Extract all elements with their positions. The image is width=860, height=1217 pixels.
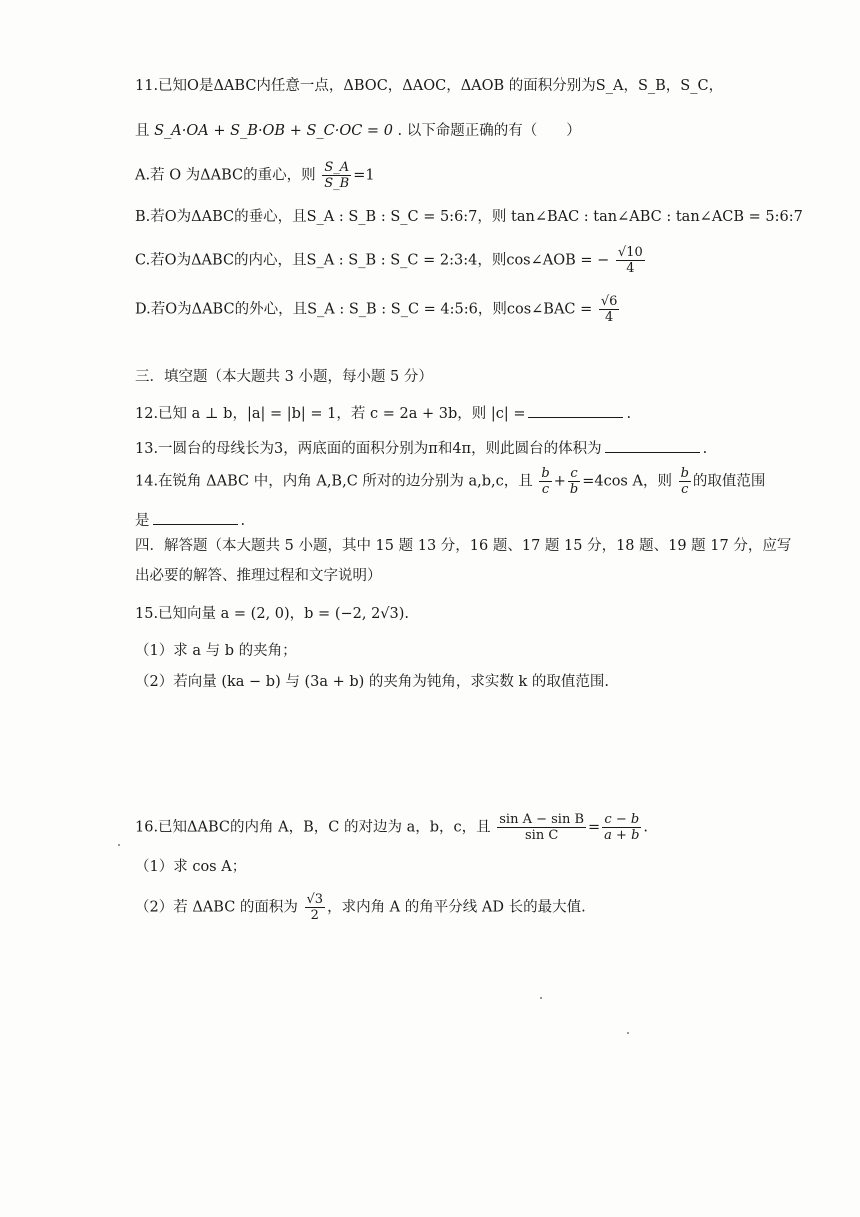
fraction: $\frac{S\_A}{S\_B}$ bbox=[324, 160, 350, 191]
q11-stem-line1: 11.已知O是ΔABC内任意一点，ΔBOC，ΔAOC，ΔAOB 的面积分别为S_A，S_B，S_C， bbox=[135, 78, 724, 94]
fraction: $\frac{\text{sin A − sin B}}{\text{sin C}}$ bbox=[499, 812, 585, 843]
q11-stem-line2: 且 S_A·OA + S_B·OB + S_C·OC = 0 . 以下命题正确的有（ ） bbox=[135, 123, 581, 139]
q15-stem: 15.已知向量 a = (2, 0)，b = (−2, 2√3). bbox=[135, 606, 410, 622]
q14-line2: 是 . bbox=[135, 510, 800, 531]
q11-option-a: A.若 O 为ΔABC的重心，则 $\frac{S\_A}{S\_B}$ =1 bbox=[135, 160, 375, 191]
fraction: $\frac{b}{c}$ bbox=[680, 466, 689, 497]
fraction: $\frac{c}{b}$ bbox=[569, 466, 579, 497]
q14-line1: 14.在锐角 ΔABC 中，内角 A,B,C 所对的边分别为 a,b,c，且 $\frac{b}{c}$ + $\frac{c}{b}$ =4cos A，则 $\frac{b}{c}$ 的取值范围 bbox=[135, 466, 766, 497]
q16-stem: 16.已知ΔABC的内角 A，B，C 的对边为 a，b，c，且 $\frac{\text{sin A − sin B}}{\text{sin C}}$ = $\frac{c - b}{a + b}$ . bbox=[135, 812, 649, 843]
fraction: $\frac{√3}{2}$ bbox=[306, 892, 324, 923]
section-4-heading-line2: 出必要的解答、推理过程和文字说明） bbox=[135, 568, 382, 584]
scan-speck bbox=[627, 1032, 629, 1034]
answer-blank[interactable] bbox=[153, 510, 238, 525]
scan-speck bbox=[540, 997, 542, 999]
answer-blank[interactable] bbox=[605, 438, 700, 453]
q11-option-d: D.若O为ΔABC的外心，且S_A : S_B : S_C = 4:5:6，则cos∠BAC = $\frac{√6}{4}$ bbox=[135, 294, 618, 325]
q12: 12.已知 a ⊥ b，|a| = |b| = 1，若 c = 2a + 3b，则 |c| = . bbox=[135, 403, 800, 424]
fraction: $\frac{c - b}{a + b}$ bbox=[604, 812, 640, 843]
q16-part1: （1）求 cos A； bbox=[135, 859, 247, 875]
fraction: $\frac{√10}{4}$ bbox=[617, 245, 643, 276]
q16-part2: （2）若 ΔABC 的面积为 $\frac{√3}{2}$ ，求内角 A 的角平分线 AD 长的最大值. bbox=[135, 892, 586, 923]
q15-part1: （1）求 a 与 b 的夹角； bbox=[135, 643, 297, 659]
answer-blank[interactable] bbox=[528, 403, 623, 418]
q13: 13.一圆台的母线长为3，两底面的面积分别为π和4π，则此圆台的体积为 . bbox=[135, 438, 800, 459]
q11-option-b: B.若O为ΔABC的垂心，且S_A : S_B : S_C = 5:6:7，则 tan∠BAC : tan∠ABC : tan∠ACB = 5:6:7 bbox=[135, 209, 803, 225]
q11-option-c: C.若O为ΔABC的内心，且S_A : S_B : S_C = 2:3:4，则cos∠AOB = − $\frac{√10}{4}$ bbox=[135, 245, 643, 276]
fraction: $\frac{√6}{4}$ bbox=[600, 294, 618, 325]
vector-equation: S_A·OA + S_B·OB + S_C·OC = 0 bbox=[154, 123, 393, 139]
section-4-heading-line1: 四．解答题（本大题共 5 小题，其中 15 题 13 分，16 题、17 题 15 分，18 题、19 题 17 分，应写 bbox=[135, 538, 792, 554]
section-3-heading: 三．填空题（本大题共 3 小题，每小题 5 分） bbox=[135, 369, 433, 385]
fraction: $\frac{b}{c}$ bbox=[541, 466, 550, 497]
scan-speck bbox=[118, 844, 120, 846]
q15-part2: （2）若向量 (ka − b) 与 (3a + b) 的夹角为钝角，求实数 k 的取值范围. bbox=[135, 674, 610, 690]
